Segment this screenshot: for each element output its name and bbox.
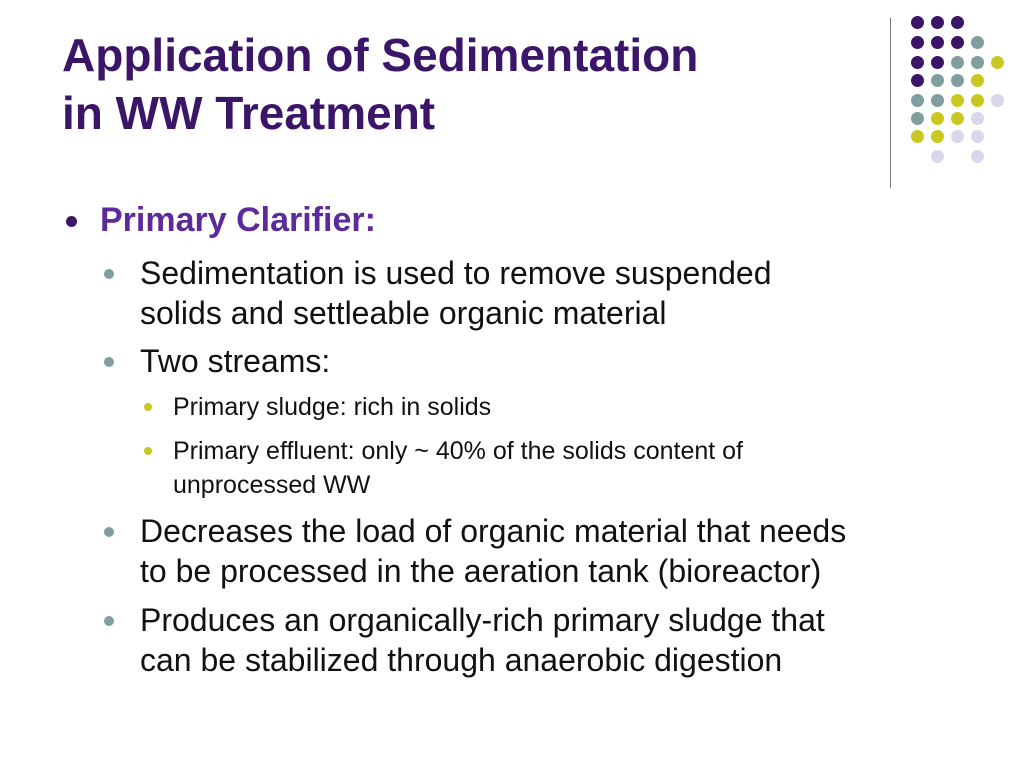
decorative-dot: [951, 16, 964, 29]
decorative-dot: [911, 56, 924, 69]
bullet-marker: [104, 269, 114, 279]
decorative-dot: [951, 56, 964, 69]
bullet-text: [173, 434, 743, 502]
bullet-text-line: unprocessed WW: [173, 471, 371, 499]
title-line-1: Application of Sedimentation: [62, 29, 699, 81]
bullet-text: [140, 511, 846, 591]
decorative-dot: [991, 94, 1004, 107]
decorative-dot: [951, 36, 964, 49]
bullet-text: [140, 253, 772, 333]
decorative-dot: [951, 112, 964, 125]
decorative-dot: [911, 36, 924, 49]
decorative-dot: [971, 56, 984, 69]
decorative-dot: [971, 112, 984, 125]
decorative-dot: [931, 150, 944, 163]
decorative-dot: [951, 94, 964, 107]
bullet-text-line: can be stabilized through anaerobic digestion: [140, 642, 783, 678]
decorative-dot: [931, 74, 944, 87]
bullet-marker: [144, 403, 152, 411]
decorative-dot: [971, 94, 984, 107]
decorative-dot: [971, 74, 984, 87]
decorative-dot: [931, 94, 944, 107]
bullet-text-line: solids and settleable organic material: [140, 295, 667, 331]
decorative-dot: [991, 56, 1004, 69]
decorative-dot: [931, 130, 944, 143]
decorative-dot: [931, 56, 944, 69]
bullet-text-line: Decreases the load of organic material that needs: [140, 513, 847, 549]
decorative-dot: [971, 130, 984, 143]
bullet-text: Two streams:: [140, 343, 331, 379]
bullet-marker: [104, 616, 114, 626]
bullet-text-line: Produces an organically-rich primary sludge that: [140, 602, 825, 638]
decorative-dot-grid: [0, 0, 1024, 200]
decorative-dot: [911, 94, 924, 107]
bullet-text: Primary sludge: rich in solids: [173, 393, 492, 421]
bullet-marker: [144, 447, 152, 455]
decorative-dot: [971, 150, 984, 163]
decorative-dot: [911, 16, 924, 29]
decorative-dot: [911, 130, 924, 143]
bullet-marker: [104, 357, 114, 367]
bullet-text: Primary Clarifier:: [100, 201, 376, 239]
decorative-dot: [951, 74, 964, 87]
decorative-dot: [971, 36, 984, 49]
bullet-text: [140, 600, 825, 680]
decorative-dot: [931, 36, 944, 49]
decorative-dot: [951, 130, 964, 143]
bullet-text-line: Primary effluent: only ~ 40% of the solids content of: [173, 437, 743, 465]
bullet-text-line: to be processed in the aeration tank (bioreactor): [140, 553, 822, 589]
bullet-marker: [66, 216, 77, 227]
decorative-dot: [911, 74, 924, 87]
bullet-marker: [104, 527, 114, 537]
decorative-dot: [911, 112, 924, 125]
decorative-dot: [931, 16, 944, 29]
bullet-text-line: Sedimentation is used to remove suspended: [140, 255, 772, 291]
title-line-2: in WW Treatment: [62, 87, 436, 139]
decorative-dot: [931, 112, 944, 125]
